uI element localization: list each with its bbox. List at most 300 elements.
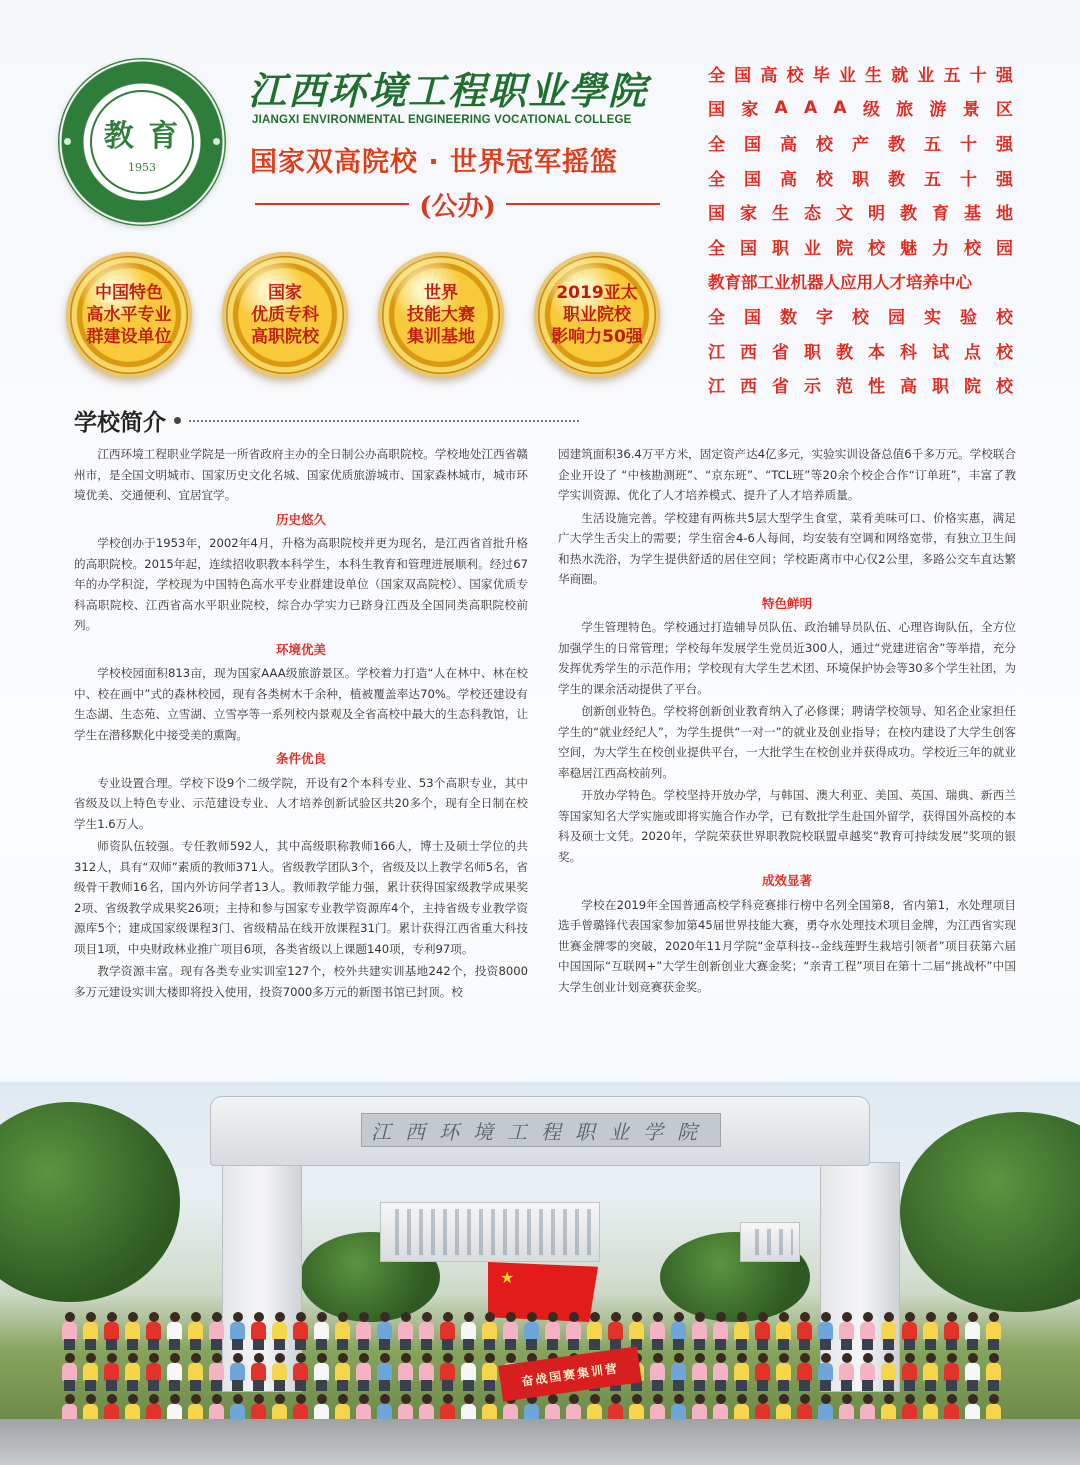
student-figure-body [146, 1363, 161, 1381]
student-figure-body [419, 1322, 434, 1340]
student-figure-legs [127, 1380, 138, 1391]
student-figure [795, 1312, 814, 1350]
building-windows [387, 1209, 593, 1255]
student-figure-legs [736, 1380, 747, 1391]
student-figure [102, 1312, 121, 1350]
student-figure-body [986, 1363, 1001, 1381]
title-divider [189, 420, 579, 422]
student-figure-head [128, 1353, 138, 1363]
student-figure-legs [337, 1339, 348, 1350]
student-figure [375, 1312, 394, 1350]
student-figure-body [146, 1322, 161, 1340]
student-figure-head [149, 1312, 159, 1322]
student-figure-body [104, 1322, 119, 1340]
emblem-year: 1953 [128, 160, 156, 174]
tree [900, 1112, 1080, 1312]
student-figure-legs [442, 1380, 453, 1391]
student-figure [501, 1312, 520, 1350]
medal-line: 中国特色 [95, 283, 163, 303]
student-figure-legs [211, 1339, 222, 1350]
road [0, 1419, 1080, 1465]
student-figure-head [926, 1312, 936, 1322]
student-figure-head [422, 1394, 432, 1404]
student-figure-legs [253, 1380, 264, 1391]
student-figure-body [62, 1322, 77, 1340]
student-figure-head [275, 1353, 285, 1363]
student-figure-body [398, 1322, 413, 1340]
honor-item: 江 西 省 示 范 性 高 职 院 校 [708, 377, 1013, 398]
student-figure-head [191, 1312, 201, 1322]
student-figure-head [842, 1394, 852, 1404]
student-figure-head [737, 1312, 747, 1322]
student-figure [858, 1353, 877, 1391]
environment-paragraph: 学校校园面积813亩，现为国家AAA级旅游景区。学校着力打造“人在林中、林在校中、校在画中”式的森林校园，现有各类树木千余种，植被覆盖率达70%。学校还建设有生态湖、生态苑、立雪湖、立雪亭等一系列校内景观及全省高校中最大的生态科教馆，让学生在潜移默化中接受美的熏陶。 [74, 666, 528, 742]
student-figure [900, 1312, 919, 1350]
school-emblem [58, 58, 226, 226]
student-figure-body [902, 1363, 917, 1381]
student-figure [648, 1312, 667, 1350]
student-figure-legs [904, 1380, 915, 1391]
history-paragraph: 学校创办于1953年，2002年4月，升格为高职院校并更为现名，是江西省首批升格的高职院校。2015年起，连续招收职教本科学生，本科生教育和管理进展顺利。经过67年的办学积淀，学校现为中国特色高水平专业群建设单位（国家双高院校）、国家优质专科高职院校、江西省高水平职业院校，综合办学实力已跻身江西及全国同类高职院校前列。 [74, 536, 528, 632]
student-figure-legs [673, 1380, 684, 1391]
student-figure-legs [400, 1380, 411, 1391]
student-figure-head [758, 1312, 768, 1322]
student-figure-legs [736, 1339, 747, 1350]
student-figure-head [905, 1312, 915, 1322]
student-figure [942, 1353, 961, 1391]
student-figure-head [317, 1394, 327, 1404]
student-figure-head [695, 1353, 705, 1363]
student-figure-head [569, 1312, 579, 1322]
student-figure-head [212, 1312, 222, 1322]
student-figure-legs [652, 1339, 663, 1350]
medal-quality-college [222, 252, 348, 378]
student-figure-legs [862, 1380, 873, 1391]
student-figure-legs [379, 1339, 390, 1350]
student-figure-legs [274, 1380, 285, 1391]
medal-line: 高职院校 [251, 327, 319, 347]
student-figure [774, 1312, 793, 1350]
campus-building [740, 1222, 800, 1262]
student-figure-legs [757, 1339, 768, 1350]
emblem-dot-right [213, 138, 220, 145]
student-figure-body [734, 1363, 749, 1381]
student-figure [690, 1353, 709, 1391]
student-figure-head [275, 1312, 285, 1322]
student-figure [228, 1353, 247, 1391]
student-figure-body [650, 1363, 665, 1381]
honors-list [708, 56, 1013, 402]
student-figure-head [653, 1353, 663, 1363]
student-figure-head [989, 1353, 999, 1363]
student-figure-legs [820, 1339, 831, 1350]
emblem-dot-left [64, 138, 71, 145]
student-figure [291, 1353, 310, 1391]
student-figure [123, 1353, 142, 1391]
student-figure [333, 1353, 352, 1391]
student-figure-head [779, 1394, 789, 1404]
student-figure-legs [652, 1380, 663, 1391]
student-figure-body [755, 1363, 770, 1381]
student-figure-head [779, 1353, 789, 1363]
student-figure-body [965, 1363, 980, 1381]
building-windows [747, 1229, 793, 1255]
student-figure-legs [505, 1339, 516, 1350]
section-title [74, 404, 579, 437]
student-figure-body [356, 1322, 371, 1340]
student-figure-head [401, 1394, 411, 1404]
student-figure-legs [715, 1339, 726, 1350]
medal-line: 国家 [268, 283, 302, 303]
student-figure-body [125, 1363, 140, 1381]
student-figure-head [989, 1394, 999, 1404]
medal-text [393, 282, 489, 348]
public-label: (公办) [419, 191, 496, 222]
student-figure-head [653, 1394, 663, 1404]
student-figure [165, 1312, 184, 1350]
student-figure-legs [379, 1380, 390, 1391]
student-figure-legs [190, 1339, 201, 1350]
student-figure-body [524, 1322, 539, 1340]
student-figure-head [926, 1353, 936, 1363]
student-figure-head [842, 1312, 852, 1322]
school-name-cn: 江西环境工程职业學院 [248, 68, 649, 113]
student-figure-head [947, 1394, 957, 1404]
student-figure [963, 1312, 982, 1350]
student-figure [837, 1312, 856, 1350]
student-figure-body [251, 1363, 266, 1381]
student-figure-head [317, 1312, 327, 1322]
subheading-features: 特色鲜明 [761, 595, 812, 611]
student-figure-head [905, 1394, 915, 1404]
student-figure-head [317, 1353, 327, 1363]
team-banner: 奋战国赛集训营 [498, 1346, 642, 1401]
student-figure-head [695, 1312, 705, 1322]
student-figure [417, 1353, 436, 1391]
student-figure-legs [589, 1339, 600, 1350]
student-figure [606, 1312, 625, 1350]
student-figure-legs [883, 1380, 894, 1391]
student-figure-legs [232, 1380, 243, 1391]
student-figure-head [401, 1312, 411, 1322]
student-figure-body [335, 1363, 350, 1381]
student-figure-body [797, 1363, 812, 1381]
student-figure-head [485, 1394, 495, 1404]
student-figure-head [359, 1312, 369, 1322]
student-figure [795, 1353, 814, 1391]
student-figure-head [107, 1353, 117, 1363]
student-figure-body [188, 1322, 203, 1340]
student-figure [879, 1353, 898, 1391]
student-figure-legs [673, 1339, 684, 1350]
student-figure-legs [232, 1339, 243, 1350]
student-figure-head [674, 1394, 684, 1404]
student-figure [753, 1312, 772, 1350]
student-figure-body [671, 1363, 686, 1381]
student-figure-head [464, 1312, 474, 1322]
gate-name-plate: 江西环境工程职业学院 [361, 1113, 721, 1147]
student-figure-head [800, 1312, 810, 1322]
student-figure-head [170, 1312, 180, 1322]
medal-line: 优质专科 [251, 305, 319, 325]
student-figure-body [272, 1363, 287, 1381]
student-figure-head [422, 1353, 432, 1363]
student-figure-legs [946, 1339, 957, 1350]
student-figure [900, 1353, 919, 1391]
student-figure [816, 1312, 835, 1350]
student-figure-body [314, 1322, 329, 1340]
student-figure-legs [358, 1380, 369, 1391]
student-figure-legs [421, 1339, 432, 1350]
student-figure-head [842, 1353, 852, 1363]
student-figure-legs [841, 1380, 852, 1391]
student-figure [270, 1312, 289, 1350]
innovation-paragraph: 创新创业特色。学校将创新创业教育纳入了必修课；聘请学校领导、知名企业家担任学生的“就业经纪人”，为学生提供“一对一”的就业及创业指导；在校内建设了大学生创客空间，为大学生在校创业提供平台，一大批学生在校创业并获得成功。学校近三年的就业率稳居江西高校前列。 [558, 704, 1016, 780]
student-figure-head [191, 1353, 201, 1363]
student-figure-head [191, 1394, 201, 1404]
title-bullet [174, 417, 181, 424]
student-figure-legs [337, 1380, 348, 1391]
student-figure-legs [463, 1380, 474, 1391]
student-figure-body [125, 1322, 140, 1340]
student-figure-legs [778, 1339, 789, 1350]
student-figure-legs [169, 1339, 180, 1350]
student-figure-body [440, 1322, 455, 1340]
student-figure-head [338, 1353, 348, 1363]
student-figure-legs [64, 1339, 75, 1350]
student-figure-legs [421, 1380, 432, 1391]
student-figure-body [692, 1322, 707, 1340]
student-figure-head [254, 1394, 264, 1404]
student-figure-head [884, 1353, 894, 1363]
student-figure [564, 1312, 583, 1350]
student-figure-body [713, 1363, 728, 1381]
honor-item: 江 西 省 职 教 本 科 试 点 校 [708, 342, 1013, 363]
student-figure-head [716, 1312, 726, 1322]
student-figure-head [443, 1312, 453, 1322]
student-figure-head [275, 1394, 285, 1404]
student-figure-head [506, 1312, 516, 1322]
student-figure-head [86, 1353, 96, 1363]
student-figure-body [209, 1322, 224, 1340]
student-figure-head [86, 1394, 96, 1404]
student-figure [963, 1353, 982, 1391]
student-figure-body [104, 1363, 119, 1381]
student-figure-head [527, 1312, 537, 1322]
student-figure-body [986, 1322, 1001, 1340]
medal-worldskills [378, 252, 504, 378]
student-figure-body [629, 1322, 644, 1340]
honor-item: 国 家 A A A 级 旅 游 景 区 [708, 97, 1013, 121]
student-figure-head [926, 1394, 936, 1404]
student-figure-body [482, 1322, 497, 1340]
flag-star-icon: ★ [500, 1268, 515, 1287]
student-figure-legs [778, 1380, 789, 1391]
student-figure-body [188, 1363, 203, 1381]
major-paragraph: 专业设置合理。学校下设9个二级学院，开设有2个本科专业、53个高职专业，其中省级及以上特色专业、示范建设专业、人才培养创新试验区共20多个，现有全日制在校学生1.6万人。 [74, 775, 528, 831]
school-name-en: JIANGXI ENVIRONMENTAL ENGINEERING VOCATIONAL COLLEGE [252, 114, 632, 126]
student-figure [984, 1353, 1003, 1391]
student-figure [354, 1312, 373, 1350]
student-figure [774, 1353, 793, 1391]
student-figure [207, 1353, 226, 1391]
student-figure-legs [463, 1339, 474, 1350]
student-figure-head [947, 1353, 957, 1363]
student-figure-body [650, 1322, 665, 1340]
student-figure [711, 1312, 730, 1350]
subheading-conditions: 条件优良 [275, 751, 326, 766]
student-figure-legs [694, 1380, 705, 1391]
intro-paragraph: 江西环境工程职业学院是一所省政府主办的全日制公办高职院校。学校地处江西省赣州市，是全国文明城市、国家历史文化名城、国家优质旅游城市、国家森林城市，城市环境优美、交通便利、宜居宜学。 [74, 447, 528, 502]
medal-text [237, 282, 333, 348]
student-figure-head [128, 1394, 138, 1404]
medal-line: 2019亚太 [556, 283, 638, 303]
divider-right [506, 203, 660, 205]
student-figure-legs [715, 1380, 726, 1391]
student-figure-head [695, 1394, 705, 1404]
student-figure-head [380, 1353, 390, 1363]
resources-paragraph: 教学资源丰富。现有各类专业实训室127个，校外共建实训基地242个，投资8000多万元建设实训大楼即将投入使用，投资7000多万元的新图书馆已封顶。校 [74, 964, 528, 999]
medal-line: 影响力50强 [551, 327, 643, 347]
student-figure-body [335, 1322, 350, 1340]
student-figure-head [884, 1312, 894, 1322]
student-figure-head [359, 1394, 369, 1404]
student-figure-body [440, 1363, 455, 1381]
student-figure-head [233, 1353, 243, 1363]
student-figure-head [758, 1353, 768, 1363]
student-figure-legs [274, 1339, 285, 1350]
student-figure-legs [316, 1380, 327, 1391]
student-figure-head [65, 1312, 75, 1322]
student-figure-legs [400, 1339, 411, 1350]
student-figure-legs [484, 1380, 495, 1391]
student-figure-body [965, 1322, 980, 1340]
student-figure-head [338, 1394, 348, 1404]
student-figure-head [674, 1312, 684, 1322]
student-figure-body [671, 1322, 686, 1340]
student-figure [417, 1312, 436, 1350]
medal-line: 职业院校 [563, 305, 631, 325]
medal-text [81, 282, 177, 348]
student-figure-head [86, 1312, 96, 1322]
student-figure-legs [295, 1380, 306, 1391]
student-figure-legs [127, 1339, 138, 1350]
student-figure-head [611, 1312, 621, 1322]
student-figure [354, 1353, 373, 1391]
student-figure-body [272, 1322, 287, 1340]
student-figure-head [590, 1312, 600, 1322]
student-figure-head [737, 1394, 747, 1404]
student-figure-legs [358, 1339, 369, 1350]
student-figure-head [464, 1394, 474, 1404]
student-figure-head [716, 1394, 726, 1404]
student-figure [270, 1353, 289, 1391]
student-figure-legs [316, 1339, 327, 1350]
student-figure-body [566, 1322, 581, 1340]
student-figure [921, 1353, 940, 1391]
student-figure [858, 1312, 877, 1350]
student-figure-body [377, 1363, 392, 1381]
student-figure-head [464, 1353, 474, 1363]
student-figure-legs [988, 1339, 999, 1350]
intro-column-left [74, 444, 528, 1004]
student-figure-head [947, 1312, 957, 1322]
student-figure-head [548, 1312, 558, 1322]
student-figure-body [776, 1363, 791, 1381]
medal-line: 技能大赛 [407, 305, 475, 325]
student-figure-head [611, 1394, 621, 1404]
student-figure [60, 1312, 79, 1350]
student-figure-head [443, 1353, 453, 1363]
student-figure [228, 1312, 247, 1350]
student-figure-legs [799, 1380, 810, 1391]
student-figure-head [485, 1312, 495, 1322]
honor-item: 教育部工业机器人应用人才培养中心 [708, 272, 972, 292]
student-figure-body [734, 1322, 749, 1340]
student-figure-head [296, 1312, 306, 1322]
student-figure [333, 1312, 352, 1350]
student-figure [123, 1312, 142, 1350]
student-figure [480, 1312, 499, 1350]
honor-item: 国 家 生 态 文 明 教 育 基 地 [708, 204, 1013, 225]
section-title-text: 学校简介 [74, 409, 166, 436]
medal-asia-pacific [534, 252, 660, 378]
student-figure [438, 1353, 457, 1391]
honor-item: 全 国 职 业 院 校 魅 力 校 园 [708, 238, 1013, 259]
emblem-center [90, 90, 194, 194]
student-figure-legs [64, 1380, 75, 1391]
student-figure-head [821, 1394, 831, 1404]
student-figure-body [797, 1322, 812, 1340]
student-figure [669, 1353, 688, 1391]
student-figure [459, 1353, 478, 1391]
student-figure [921, 1312, 940, 1350]
honor-item: 全 国 数 字 校 园 实 验 校 [708, 307, 1013, 328]
student-figure-legs [967, 1339, 978, 1350]
student-figure [102, 1353, 121, 1391]
student-figure-body [461, 1322, 476, 1340]
student-figure-body [251, 1322, 266, 1340]
student-figure-head [653, 1312, 663, 1322]
student-figure-legs [169, 1380, 180, 1391]
student-figure [60, 1353, 79, 1391]
student-figure-legs [190, 1380, 201, 1391]
student-figure-body [230, 1322, 245, 1340]
student-figure-body [587, 1322, 602, 1340]
results-paragraph: 学校在2019年全国普通高校学科竞赛排行榜中名列全国第8，省内第1，水处理项目选手曾璐锋代表国家参加第45届世界技能大赛，勇夺水处理技术项目金牌，为江西省实现世赛金牌零的突破，2020年11月学院“金草科技--金线莲野生栽培引领者”项目获第六届中国国际“互联网+”大学生创新创业大赛金奖；“亲青工程”项目在第十二届“挑战杯”中国大学生创业计划竞赛获金奖。 [558, 897, 1016, 994]
student-figure-head [107, 1394, 117, 1404]
student-figure-head [170, 1353, 180, 1363]
open-paragraph: 开放办学特色。学校坚持开放办学，与韩国、澳大利亚、美国、英国、瑞典、新西兰等国家知名大学实施或即将实施合作办学，已有数批学生赴国外留学，获得国外高校的本科及硕士文凭。2020年，学院荣获世界职教院校联盟卓越奖“教育可持续发展”奖项的银奖。 [558, 788, 1016, 864]
student-figure-head [968, 1312, 978, 1322]
student-figure-body [356, 1363, 371, 1381]
student-figure [165, 1353, 184, 1391]
student-figure-head [380, 1394, 390, 1404]
honor-item: 全 国 高 校 毕 业 生 就 业 五 十 强 [708, 65, 1013, 86]
student-figure-body [62, 1363, 77, 1381]
tree [0, 1102, 180, 1302]
student-figure [291, 1312, 310, 1350]
student-figure-head [401, 1353, 411, 1363]
student-figure [249, 1353, 268, 1391]
student-figure-legs [295, 1339, 306, 1350]
student-figure [732, 1312, 751, 1350]
medal-text [549, 282, 645, 348]
student-figure-body [839, 1322, 854, 1340]
student-figure-head [884, 1394, 894, 1404]
student-figure-body [839, 1363, 854, 1381]
student-figure-head [443, 1394, 453, 1404]
